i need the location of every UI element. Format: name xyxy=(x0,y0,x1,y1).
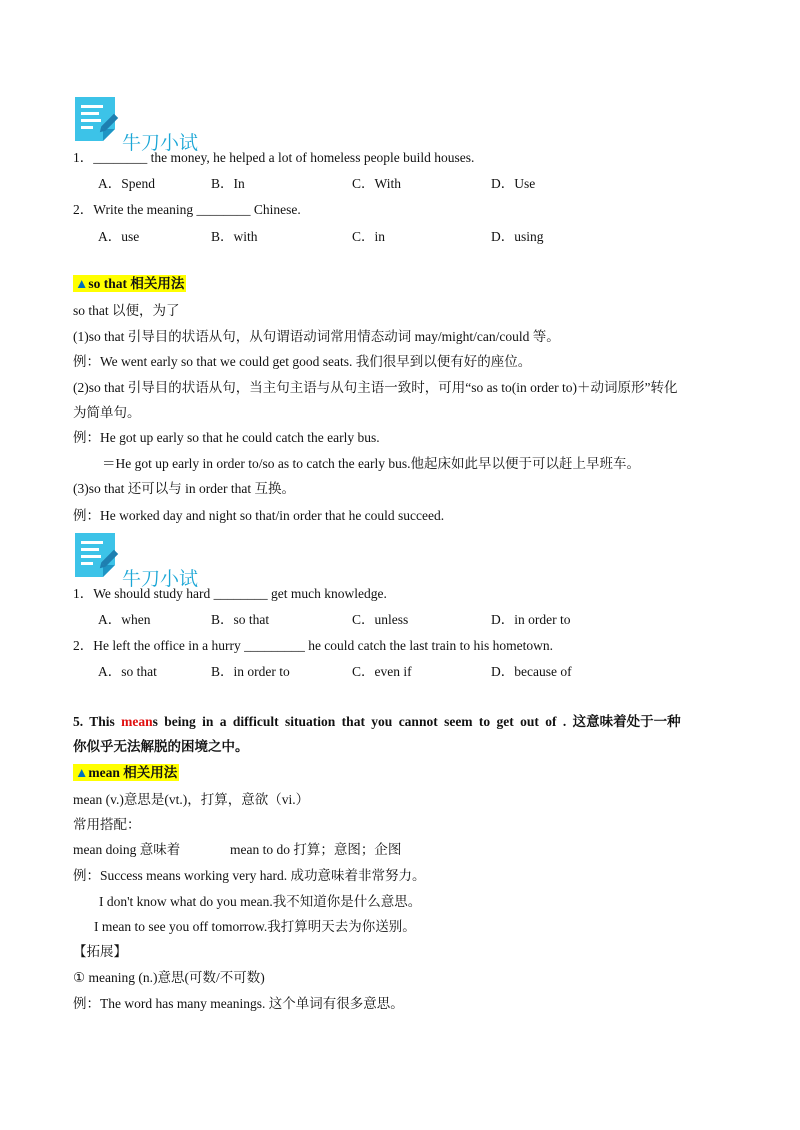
section-title-label: so that 相关用法 xyxy=(88,276,185,291)
option-a: A．so that xyxy=(98,664,157,679)
section-title xyxy=(73,275,186,293)
option-c: C．in xyxy=(352,229,386,244)
text-line: I mean to see you off tomorrow.我打算明天去为你送别。 xyxy=(94,919,416,934)
item-sentence-translation: 你似乎无法解脱的困境之中。 xyxy=(73,739,249,754)
section-title-label: mean 相关用法 xyxy=(88,765,178,780)
quiz-heading: 牛刀小试 xyxy=(122,568,199,590)
text-line: 【拓展】 xyxy=(73,944,127,959)
item-sentence xyxy=(73,713,681,731)
text-line: (2)so that 引导目的状语从句，当主句主语与从句主语一致时，可用“so as to(in order to)＋动词原形”转化 xyxy=(73,380,678,395)
option-b: B．in order to xyxy=(211,664,290,679)
option-b: B．In xyxy=(211,176,245,191)
text-line: 例：He worked day and night so that/in order that he could succeed. xyxy=(73,508,445,523)
text-line: 例：We went early so that we could get good seats. 我们很早到以便有好的座位。 xyxy=(73,354,532,369)
section-title xyxy=(73,764,179,782)
question-stem: 1．________ the money, he helped a lot of homeless people build houses. xyxy=(73,150,475,165)
question-stem: 1．We should study hard ________ get much knowledge. xyxy=(73,586,387,601)
option-c: C．With xyxy=(352,176,401,191)
note-pencil-icon xyxy=(73,531,123,581)
option-c: C．unless xyxy=(352,612,409,627)
item-sentence-pre: 5. This xyxy=(73,714,122,729)
option-d: D．in order to xyxy=(491,612,571,627)
option-c: C．even if xyxy=(352,664,412,679)
text-line: mean (v.)意思是(vt.)，打算，意欲（vi.） xyxy=(73,792,310,807)
note-pencil-icon xyxy=(73,95,123,145)
text-line: (3)so that 还可以与 in order that 互换。 xyxy=(73,481,295,496)
option-d: D．Use xyxy=(491,176,536,191)
option-a: A．Spend xyxy=(98,176,155,191)
option-b: B．with xyxy=(211,229,258,244)
option-b: B．so that xyxy=(211,612,270,627)
text-line: (1)so that 引导目的状语从句，从句谓语动词常用情态动词 may/might/can/could 等。 xyxy=(73,329,560,344)
quiz-heading: 牛刀小试 xyxy=(122,132,199,154)
item-sentence-post: s being in a difficult situation that you cannot seem to get out of . 这意味着处于一种 xyxy=(152,714,681,729)
text-line: I don't know what do you mean.我不知道你是什么意思。 xyxy=(99,894,422,909)
text-line: 例：He got up early so that he could catch the early bus. xyxy=(73,430,380,445)
text-line: mean doing 意味着 xyxy=(73,842,181,857)
text-line: 常用搭配： xyxy=(73,817,141,832)
triangle-icon: ▲ xyxy=(75,276,89,291)
option-d: D．because of xyxy=(491,664,572,679)
text-line: 例：The word has many meanings. 这个单词有很多意思。 xyxy=(73,996,404,1011)
text-line: ＝He got up early in order to/so as to catch the early bus.他起床如此早以便于可以赶上早班车。 xyxy=(102,456,641,471)
question-stem: 2．He left the office in a hurry _________ he could catch the last train to his hometown. xyxy=(73,638,554,653)
option-a: A．use xyxy=(98,229,140,244)
triangle-icon: ▲ xyxy=(75,765,89,780)
text-line: mean to do 打算；意图；企图 xyxy=(230,842,402,857)
question-stem: 2．Write the meaning ________ Chinese. xyxy=(73,202,301,217)
text-line: so that 以便，为了 xyxy=(73,303,180,318)
option-d: D．using xyxy=(491,229,544,244)
option-a: A．when xyxy=(98,612,151,627)
text-line: ① meaning (n.)意思(可数/不可数) xyxy=(73,970,265,985)
keyword: mean xyxy=(121,714,153,729)
text-line: 为简单句。 xyxy=(73,405,141,420)
text-line: 例：Success means working very hard. 成功意味着非常努力。 xyxy=(73,868,426,883)
